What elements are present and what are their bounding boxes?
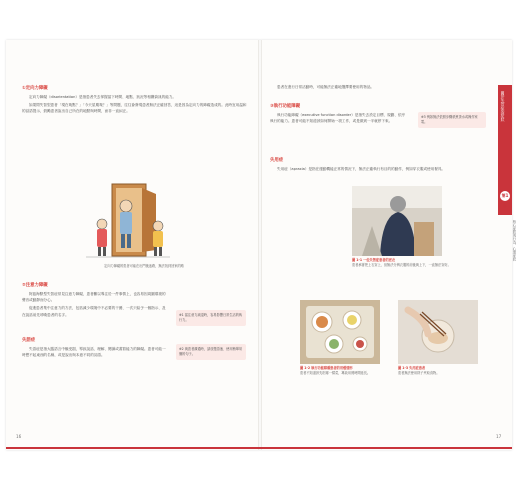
illustration-person-at-door (86, 180, 170, 262)
photo-meal-tray (300, 300, 380, 364)
left-paragraph-3: 阿茲海默型失智症常見注意力障礙，患者難以專注於一件事情上，也容易因周圍環境的聲音或動靜而分心。 (22, 292, 166, 303)
photo-caption-3 (398, 366, 480, 375)
right-heading-executive: ③執行功能障礙 (270, 104, 301, 109)
left-note-1: ※1 當注意力減退時，容易影響日常生活的執行力。 (176, 310, 246, 326)
chapter-number-badge: 第1章 (501, 193, 509, 208)
right-page-number: 17 (496, 434, 502, 439)
book-gutter (258, 40, 262, 450)
left-heading-aphasia: 失語症 (22, 338, 36, 343)
left-text-block-3 (22, 346, 168, 360)
chapter-tab (498, 85, 512, 215)
left-heading-attention: ②注意力障礙 (22, 283, 48, 288)
left-heading-disorientation: ①定向力障礙 (22, 86, 48, 91)
photo-caption-1-title: 圖 1-1 一位失智症患者的更衣 (352, 258, 396, 262)
left-paragraph-5: 失語症是指大腦語言中樞受損，導致說話、理解、閱讀或書寫能力的障礙。患者可能一時想不起東西的名稱，或是說出與本意不同的詞語。 (22, 347, 166, 358)
chapter-side-label: 核心症狀與行為、心理症狀 (512, 220, 516, 261)
right-text-block-3 (270, 166, 482, 174)
photo-caption-3-text: 患者無法使用筷子夾取食物。 (398, 370, 440, 375)
right-paragraph-1: 患者在進行日常活動時，可能無法正確地選擇要使用的物品。 (277, 85, 375, 89)
chapter-tab-label: 關於失智症的症狀 (501, 91, 506, 122)
illustration-caption: 定向力障礙的患者可能在出門後迷路，無法找到回家的路 (104, 264, 184, 268)
photo-patient-dressing (352, 186, 442, 256)
left-page-number: 16 (16, 434, 22, 439)
right-text-block-1 (270, 84, 482, 92)
photo-caption-2-title: 圖 1-2 執行功能障礙患者的用餐情形 (300, 366, 353, 370)
left-note-2: ※2 與患者溝通時，請放慢語速、使用簡單易懂的句子。 (176, 344, 246, 360)
right-heading-apraxia: 失用症 (270, 158, 284, 163)
left-text-block-1 (22, 94, 248, 117)
left-bottom-bar (6, 447, 260, 449)
right-paragraph-2: 執行功能障礙（executive function disorder）是指失去設定目標、規劃、依序執行的能力。患者可能不知道該如何開始一項工作，或是做到一半就停下來。 (270, 113, 406, 124)
photo-caption-2 (300, 366, 382, 375)
photo-caption-2-text: 患者不知道該先吃哪一樣菜，導致用餐時間延長。 (300, 370, 371, 375)
left-text-block-2 (22, 291, 168, 320)
photo-caption-3-title: 圖 1-3 失用症患者 (398, 366, 426, 370)
right-text-block-2 (270, 112, 408, 126)
left-paragraph-1: 定向力障礙（disorientation）是指患者失去掌握當下時間、地點、狀況等相關資訊的能力。 (29, 95, 176, 99)
right-bottom-bar (260, 447, 512, 449)
left-paragraph-2: 如果問失智型患者「現在幾點？」「今天星期幾？」等問題，往往會發現患者無法正確回答，這是因為定向力的障礙造成的。此時宜用温和的話語提示，鼓勵患者說出自己所在的地點與時間，而非一直糾正。 (22, 103, 247, 114)
photo-caption-1 (352, 258, 462, 267)
right-paragraph-3: 失用症（apraxia）是指在運動機能正常的情況下，無法正確執行有目的的動作，例如穿衣服或使用餐具。 (277, 167, 446, 171)
right-note-1: ※3 例如無法依照步驟煩煮茶水或操作家電。 (418, 112, 486, 128)
left-paragraph-4: 促進患者集中注意力的方法，包括減少環境中不必要的干擾、一次只給予一個指示、及在說話前先呼喚患者的名字。 (22, 306, 166, 317)
photo-patient-chopsticks (398, 300, 478, 364)
photo-caption-1-text: 患者承著把上衣穿上，但無法分辨衣服的前後與上下，一直無法穿好。 (352, 262, 451, 267)
